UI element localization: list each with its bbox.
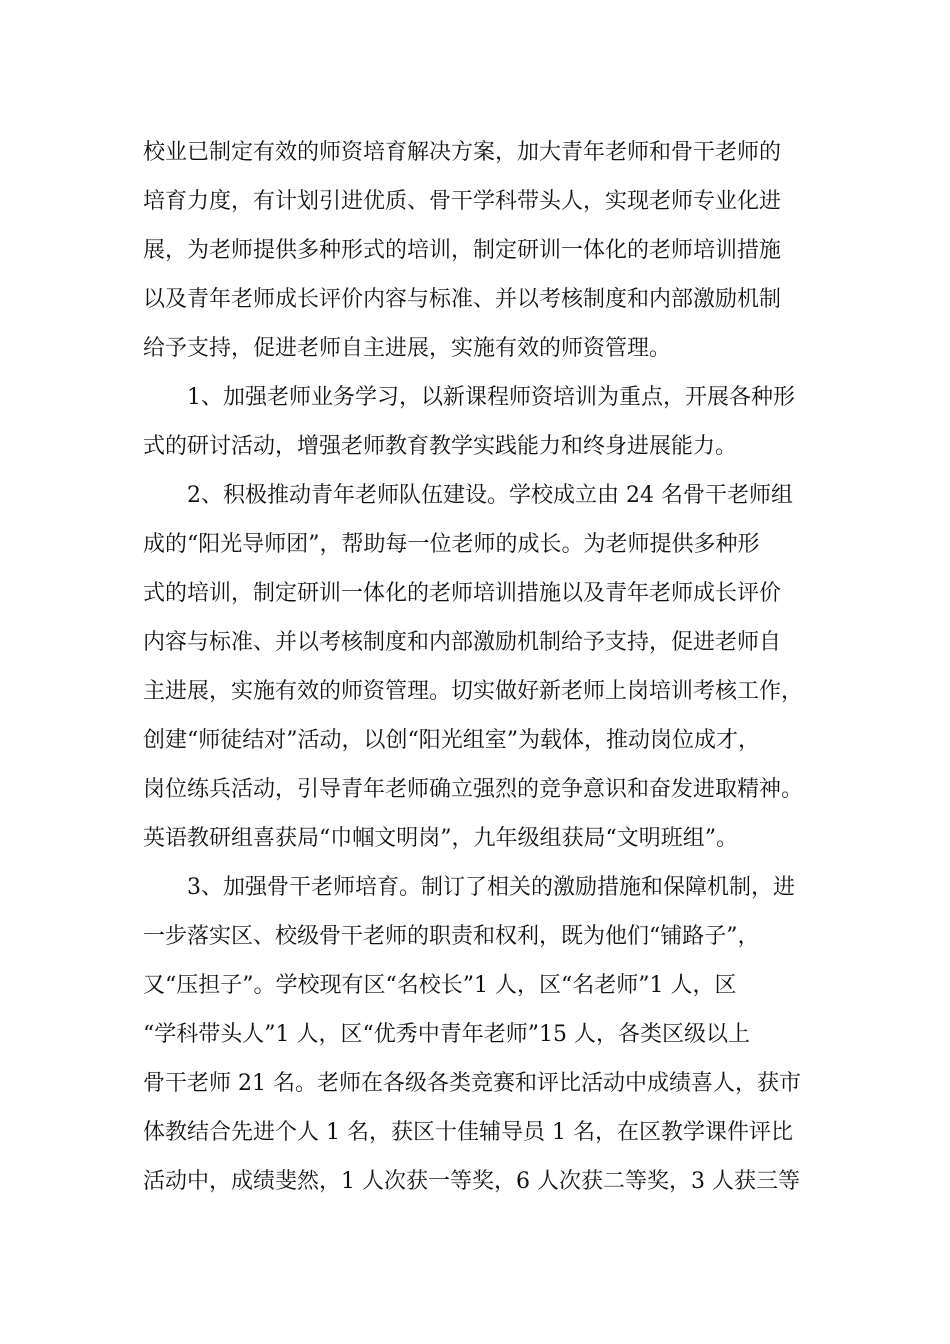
text-line: 体教结合先进个人 1 名，获区十佳辅导员 1 名，在区教学课件评比 xyxy=(143,1120,793,1145)
text-line: 岗位练兵活动，引导青年老师确立强烈的竞争意识和奋发进取精神。 xyxy=(143,777,804,802)
text-line: 主进展，实施有效的师资管理。切实做好新老师上岗培训考核工作， xyxy=(143,679,804,704)
text-line: 校业已制定有效的师资培育解决方案，加大青年老师和骨干老师的 xyxy=(143,140,782,165)
text-line: 培育力度，有计划引进优质、骨干学科带头人，实现老师专业化进 xyxy=(143,189,782,214)
text-line: 创建“师徒结对”活动，以创“阳光组室”为载体，推动岗位成才， xyxy=(143,728,760,753)
text-line: 内容与标准、并以考核制度和内部激励机制给予支持，促进老师自 xyxy=(143,630,782,655)
text-line: 展，为老师提供多种形式的培训，制定研训一体化的老师培训措施 xyxy=(143,238,782,263)
text-line: 2、积极推动青年老师队伍建设。学校成立由 24 名骨干老师组 xyxy=(187,483,793,508)
text-line: 式的培训，制定研训一体化的老师培训措施以及青年老师成长评价 xyxy=(143,581,782,606)
text-line: 骨干老师 21 名。老师在各级各类竞赛和评比活动中成绩喜人，获市 xyxy=(143,1071,801,1096)
text-line: 一步落实区、校级骨干老师的职责和权利，既为他们“铺路子”， xyxy=(143,924,760,949)
text-line: 以及青年老师成长评价内容与标准、并以考核制度和内部激励机制 xyxy=(143,287,782,312)
text-line: 成的“阳光导师团”，帮助每一位老师的成长。为老师提供多种形 xyxy=(143,532,760,557)
text-line: 1、加强老师业务学习，以新课程师资培训为重点，开展各种形 xyxy=(187,385,795,410)
document-body xyxy=(143,128,808,1206)
text-line: “学科带头人”1 人，区“优秀中青年老师”15 人，各类区级以上 xyxy=(143,1022,750,1047)
text-line: 给予支持，促进老师自主进展，实施有效的师资管理。 xyxy=(143,336,672,361)
text-line: 3、加强骨干老师培育。制订了相关的激励措施和保障机制，进 xyxy=(187,875,795,900)
text-line: 活动中，成绩斐然，1 人次获一等奖，6 人次获二等奖，3 人获三等 xyxy=(143,1169,800,1194)
text-line: 又“压担子”。学校现有区“名校长”1 人，区“名老师”1 人，区 xyxy=(143,973,737,998)
text-line: 英语教研组喜获局“巾帼文明岗”，九年级组获局“文明班组”。 xyxy=(143,826,738,851)
text-line: 式的研讨活动，增强老师教育教学实践能力和终身进展能力。 xyxy=(143,434,738,459)
